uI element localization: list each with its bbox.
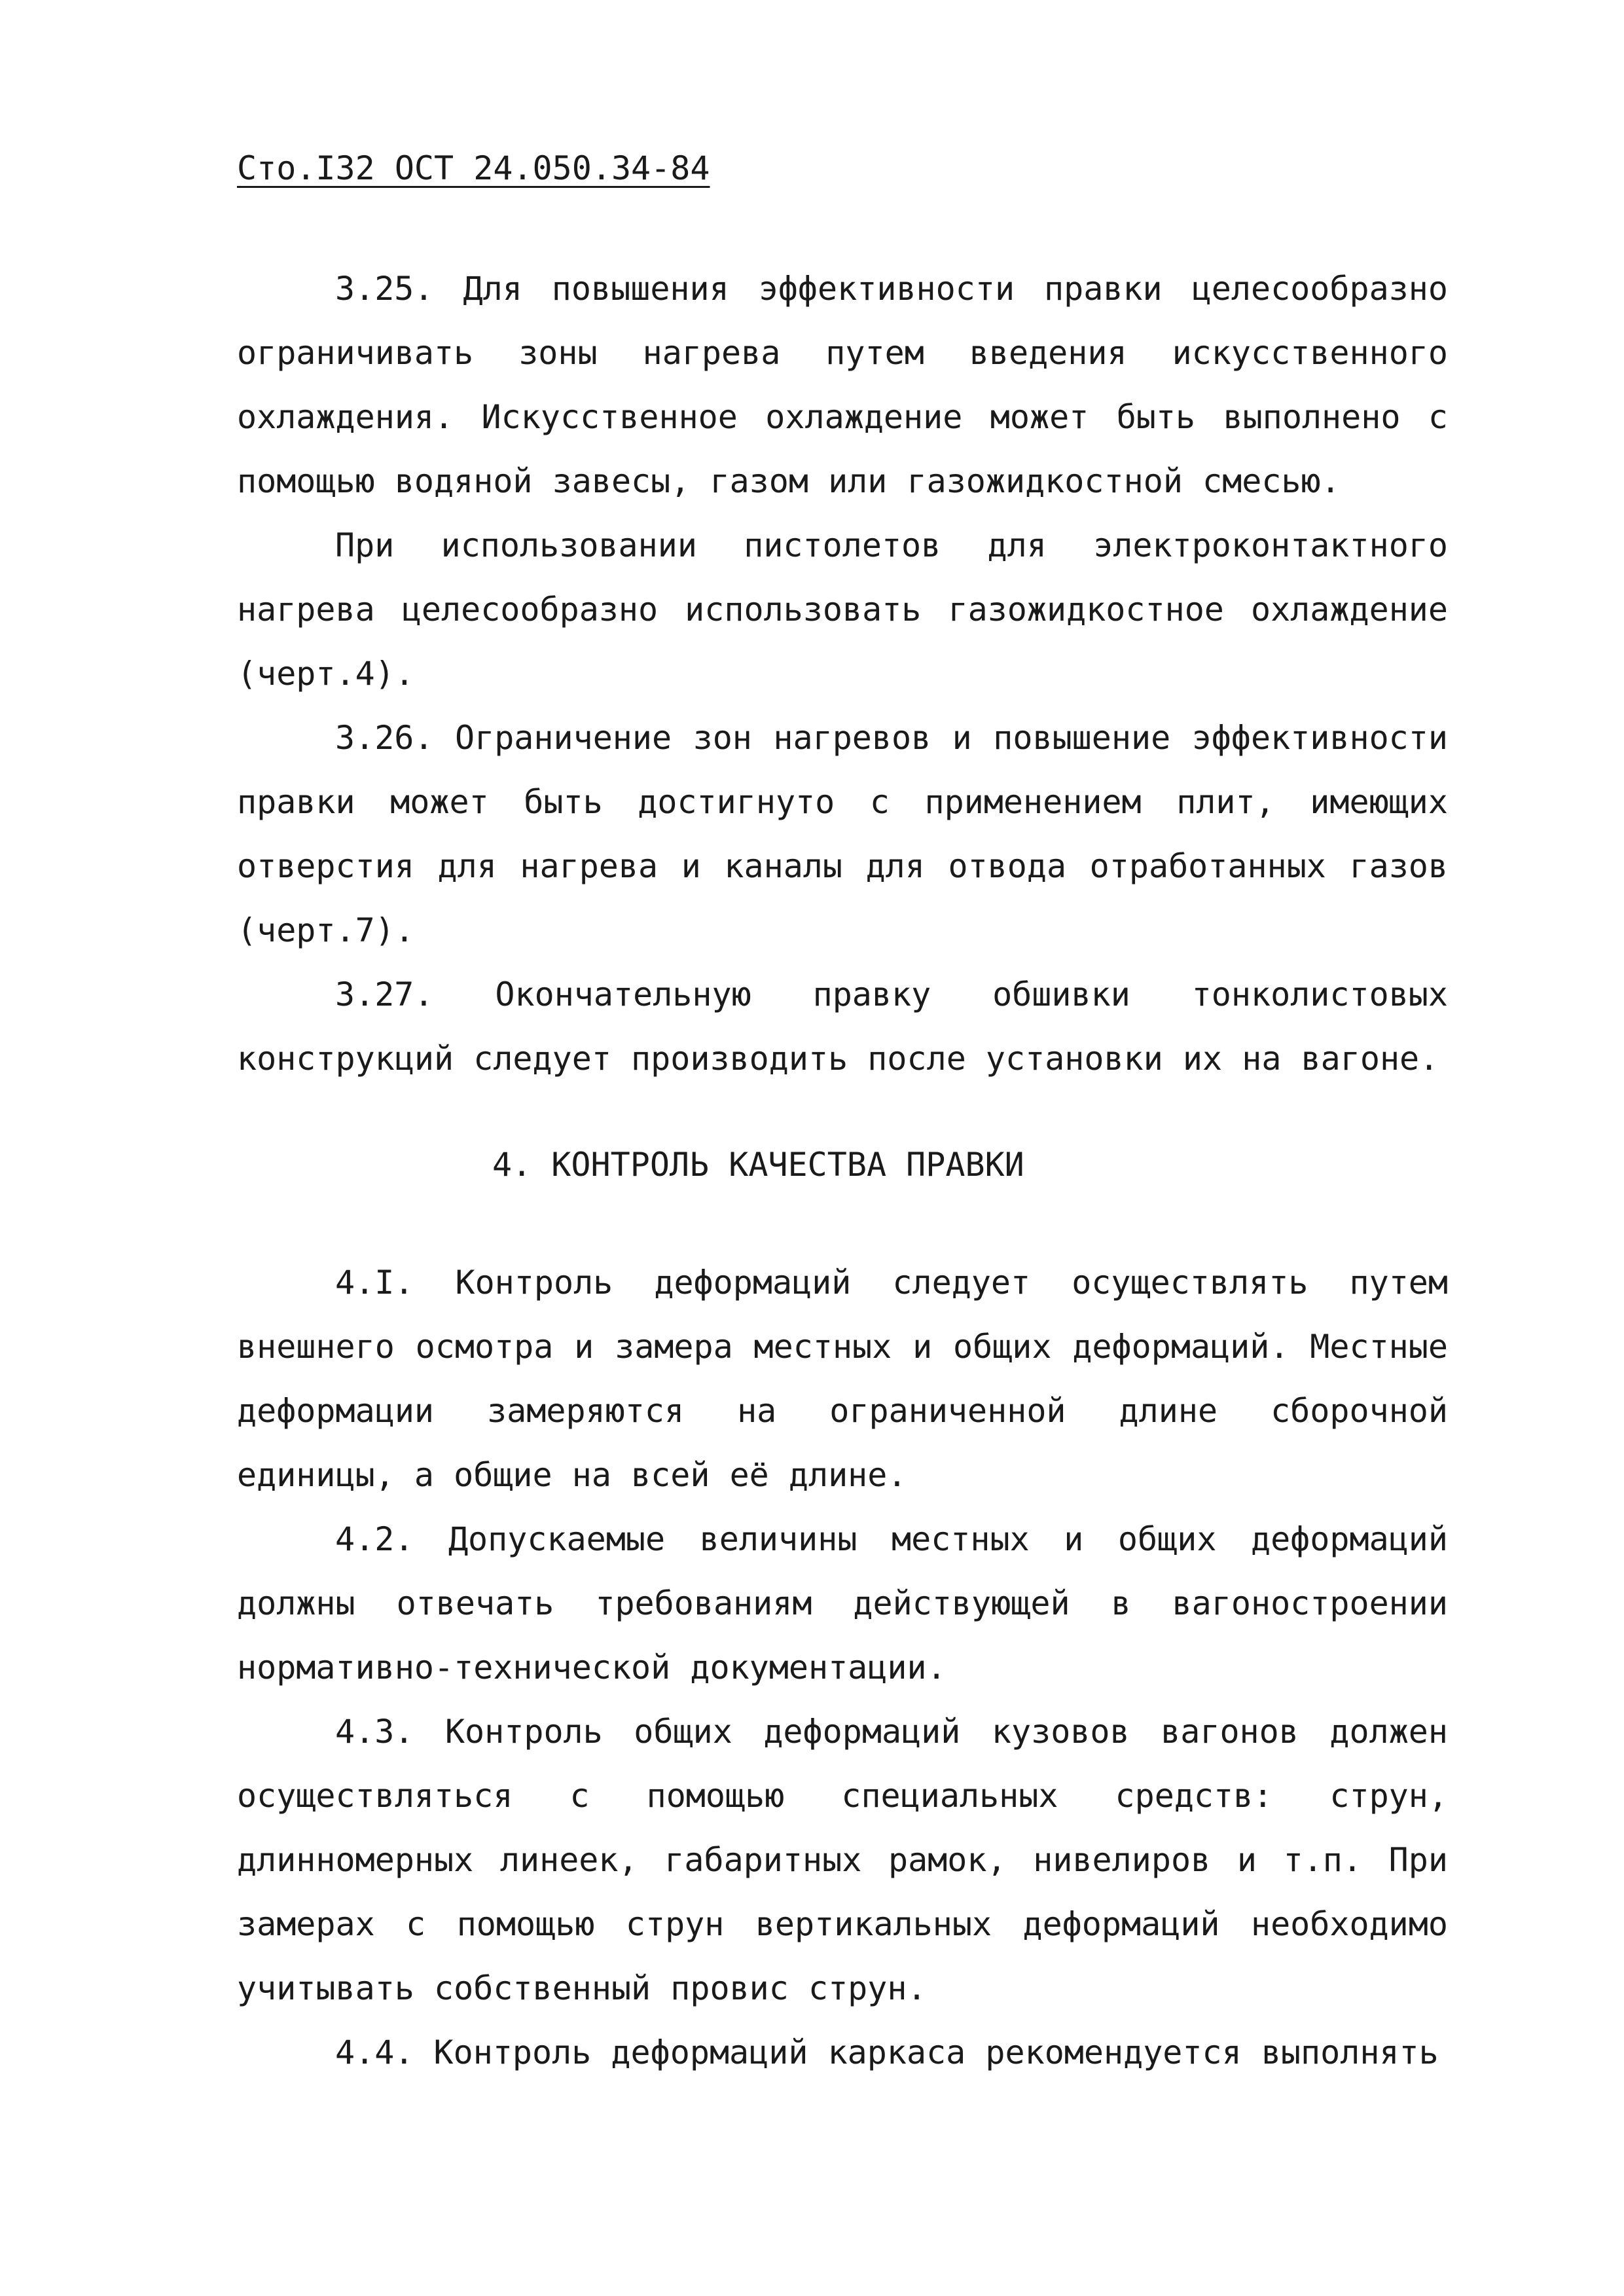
paragraph-3-25-cont: При использовании пистолетов для электроконтактного нагрева целесообразно использовать газожидкостное охлаждение (черт.4). bbox=[237, 526, 1448, 693]
document-body bbox=[237, 257, 1448, 2085]
paragraph-3-26: 3.26. Ограничение зон нагревов и повышение эффективности правки может быть достигнуто с применением плит, имеющих отверстия для нагрева и каналы для отвода отработанных газов (черт.7). bbox=[237, 719, 1448, 949]
paragraph-3-25: 3.25. Для повышения эффективности правки целесообразно ограничивать зоны нагрева путем введения искусственного охлаждения. Искусственное охлаждение может быть выполнено с помощью водяной завесы, газом или газожидкостной смесью. bbox=[237, 270, 1448, 500]
page-header: Сто.I32 ОСТ 24.050.34-84 bbox=[237, 149, 710, 187]
section-title: 4. КОНТРОЛЬ КАЧЕСТВА ПРАВКИ bbox=[492, 1146, 1024, 1184]
paragraph-3-27: 3.27. Окончательную правку обшивки тонколистовых конструкций следует производить после установки их на вагоне. bbox=[237, 975, 1448, 1078]
paragraph-4-4: 4.4. Контроль деформаций каркаса рекомендуется выполнять bbox=[335, 2033, 1439, 2071]
paragraph-4-3: 4.3. Контроль общих деформаций кузовов вагонов должен осуществляться с помощью специальных средств: струн, длинномерных линеек, габаритных рамок, нивелиров и т.п. При замерах с помощью струн вертикальных деформаций необходимо учитывать собственный провис струн. bbox=[237, 1713, 1448, 2007]
paragraph-4-1: 4.I. Контроль деформаций следует осуществлять путем внешнего осмотра и замера местных и общих деформаций. Местные деформации замеряются на ограниченной длине сборочной единицы, а общие на всей её длине. bbox=[237, 1264, 1448, 1494]
paragraph-4-2: 4.2. Допускаемые величины местных и общих деформаций должны отвечать требованиям действующей в вагоностроении нормативно-технической документации. bbox=[237, 1520, 1448, 1686]
